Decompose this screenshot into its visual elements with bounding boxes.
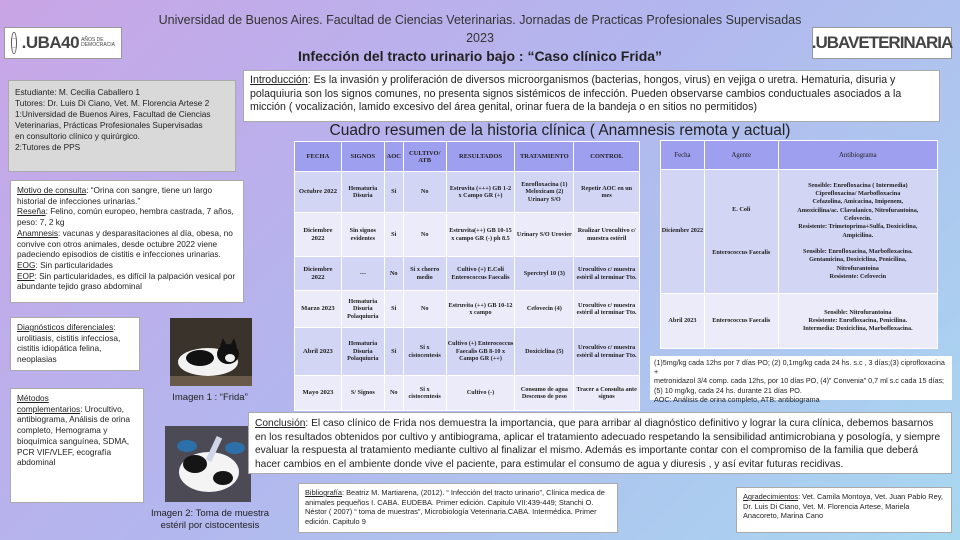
- acknowledgements-label: Agradecimientos: [743, 492, 799, 501]
- antibiogram-table: [660, 140, 938, 349]
- cell-control: Realizar Urocultivo c/ muestra estéril: [574, 213, 640, 257]
- image2-caption-line1: Imagen 2: Toma de muestra: [150, 508, 270, 519]
- antibiogram-line: Ciprofloxacina/ Marbofloxacina: [815, 190, 901, 198]
- cell-control: Urocultivo c/ muestra estéril al terminar Tto.: [574, 291, 640, 328]
- uba-seal-icon: [11, 32, 17, 54]
- introduction-box: [243, 70, 940, 122]
- table-row: [661, 170, 938, 294]
- cell-fecha: Mayo 2023: [295, 376, 342, 411]
- antibiogram-line: Intermedia: Doxiciclina, Marbofloxacina.: [802, 325, 913, 333]
- methods-text: : Urocultivo, antibiograma, Análisis de orina completo, Hemograma y bioquímica sanguínea, SDMA, PCR VIF/VLEF, ecografía abdominal: [17, 403, 130, 468]
- image2-caption-line2: estéril por cistocentesis: [160, 520, 260, 531]
- eop-label: EOP: [17, 270, 35, 281]
- table-row: [295, 213, 640, 257]
- anamnesis-label: Anamnesis: [17, 227, 59, 238]
- col-header-cultivo: CULTIVO/ ATB: [403, 142, 446, 172]
- cell-resultados: Estruvita(++) GB 10-15 x campo GR (-) ph 8.5: [446, 213, 515, 257]
- cell-antibiograma: [778, 294, 937, 349]
- cell-control: Repetir AOC en un mes: [574, 172, 640, 213]
- motivo-text: : “Orina con sangre, tiene un largo historial de infecciones urinarias.”: [17, 185, 213, 206]
- antibiogram-line: Nitrofurantoina: [836, 264, 879, 272]
- cell-agente: Enterococcus Faecalis: [704, 294, 778, 349]
- eog-text: : Sin particularidades: [35, 259, 113, 270]
- footnote-line: metronidazol 3/4 comp. cada 12hs, por 10 días PO, (4)” Convenia” 0,7 ml s.c cada 15 días;: [654, 376, 945, 386]
- uba40-brand: .UBA40: [21, 33, 80, 52]
- cell-tratamiento: Consumo de agua Descenso de peso: [515, 376, 574, 411]
- conclusion-box: [248, 412, 952, 474]
- cell-cultivo: Si x cistocentesis: [403, 328, 446, 376]
- table-row: [295, 328, 640, 376]
- cell-aoc: Si: [384, 291, 403, 328]
- agent-enterococcus: Enterococcus Faecalis: [712, 248, 771, 256]
- table-row: [295, 172, 640, 213]
- uba40-subtitle-2: DEMOCRACIA: [81, 42, 115, 48]
- methods-label-2: complementarios: [17, 403, 81, 414]
- conclusion-text: : El caso clínico de Frida nos demuestra la importancia, que para arribar al diagnóstico definitivo y lograr la cura clínica, debemos basarnos en los resultados obtenidos por cultivo y antibiograma, aplicar el tratamiento adecuado respetando la sensibilidad antimicrobiana y posología, y siempre evaluar la respuesta al tratamiento mediante cultivo al finalizar el mismo. Además es importante contar con el compromiso de la familia que deberá hacer cambios en el ambiente donde vive el paciente, para estimular el consumo de agua y diuresis , y así evitar futuras recidivas.: [255, 418, 941, 470]
- cell-tratamiento: Doxiciclina (5): [515, 328, 574, 376]
- antibiogram-line: Ampicilina.: [842, 231, 874, 239]
- uba40-logo: [4, 27, 122, 59]
- cell-fecha: Marzo 2023: [295, 291, 342, 328]
- table-row: [295, 291, 640, 328]
- col-header-control: CONTROL: [574, 142, 640, 172]
- conclusion-label: Conclusión: [255, 418, 306, 429]
- resena-text: : Felino, común europeo, hembra castrada, 7 años, peso: 7, 2 kg: [17, 206, 234, 228]
- col-header-aoc: AOC: [384, 142, 403, 172]
- antibiogram-header-row: [661, 141, 938, 170]
- footnote-line: (5) 10 mg/kg, cada 24 hs. durante 21 días PO.: [654, 385, 802, 395]
- cell-cultivo: Si x chorro medio: [403, 257, 446, 291]
- frida-cat-photo: [170, 318, 252, 386]
- cell-fecha: Diciembre 2022: [295, 257, 342, 291]
- antibiogram-line: Amoxicilina/ac. Clavulanico, Nitrofurantoina,: [797, 206, 919, 214]
- cell-aoc: No: [384, 257, 403, 291]
- antibiogram-line: Resistente: Trimetoprima+Sulfa, Doxiciclina,: [798, 223, 918, 231]
- cell-control: Urocultivo c/ muestra estéril al terminar Tto.: [574, 257, 640, 291]
- diagnosis-text: : urolitiasis, cistitis infecciosa, cistitis idiopática felina, neoplasias: [17, 322, 121, 365]
- consultation-box: [10, 180, 244, 303]
- col-header-resultados: RESULTADOS: [446, 142, 515, 172]
- antibiogram-spacer: [779, 240, 937, 248]
- col-header-signos: SIGNOS: [341, 142, 384, 172]
- cat-illustration: [170, 318, 252, 386]
- dosage-footnote: [650, 356, 952, 404]
- cell-resultados: Cultivo (-): [446, 376, 515, 411]
- cell-cultivo: No: [403, 172, 446, 213]
- antibiogram-line: Gentamicina, Doxiciclina, Penicilina,: [809, 256, 907, 264]
- introduction-label: Introducción: [250, 74, 308, 86]
- introduction-text: : Es la invasión y proliferación de diversos microorganismos (bacterias, hongos, virus) en vejiga o uretra. Hematuria, disuria y polaquiuria son los signos comunes, no presenta signos sistémicos de infección. Pueden observarse cambios conductuales asociados a la micción ( vocalización, lamido excesivo del área genital, orinar fuera de la bandeja o en sitios no permitidos): [250, 74, 902, 114]
- bibliography-label: Bibliografía: [305, 488, 342, 497]
- cell-signos: Sin signos evidentes: [341, 213, 384, 257]
- col-header-fecha: FECHA: [295, 142, 342, 172]
- image2-caption: [145, 508, 275, 532]
- cell-tratamiento: Sperctryl 10 (3): [515, 257, 574, 291]
- bibliography-text: : Beatriz M. Martiarena, (2012). “ Infección del tracto urinario”, Clínica medica de animales pequeños I. CABA. EUDEBA. Primer edición. Capitulo VII:439-449; Stanchi O. Néstor ( 2007) “ toma de muestras”, Microbiología Veterinaria.CABA. Intermédica. Primer edición. Capitulo 9: [305, 488, 605, 526]
- complementary-methods-box: [10, 388, 144, 503]
- cystocentesis-photo: [165, 426, 251, 502]
- eog-label: EOG: [17, 259, 36, 270]
- cell-tratamiento: Enrofloxacina (1) Meloxicam (2) Urinary S/O: [515, 172, 574, 213]
- header-year: 2023: [466, 31, 494, 45]
- antibiogram-line: Sensible: Nitrofurantoina: [824, 308, 892, 316]
- cell-aoc: Si: [384, 172, 403, 213]
- col-header-agente: Agente: [704, 141, 778, 170]
- col-header-tratamiento: TRATAMIENTO: [515, 142, 574, 172]
- student-line: en consultorio clínico y quirúrgico.: [15, 131, 140, 141]
- cell-resultados: Cultivo (+) E.Coli Enterococcus Faecalis: [446, 257, 515, 291]
- antibiogram-line: Cefovecin.: [843, 215, 872, 223]
- uba-veterinaria-brand: .UBAVETERINARIA: [811, 33, 953, 52]
- acknowledgements-text: : Vet. Camila Montoya, Vet. Juan Pablo Rey, Dr. Luis Di Ciano, Vet. M. Florencia Artese, Mariela Anacoreto, Marina Cano: [743, 492, 943, 521]
- agent-ecoli: E. Coli: [732, 206, 751, 214]
- cell-fecha: Octubre 2022: [295, 172, 342, 213]
- col-header-antibiograma: Antibiograma: [778, 141, 937, 170]
- motivo-label: Motivo de consulta: [17, 185, 87, 195]
- cell-aoc: Si: [384, 328, 403, 376]
- diagnosis-label: Diagnósticos diferenciales: [17, 322, 114, 332]
- cell-signos: Hematuria Disuria Polaquiuria: [341, 328, 384, 376]
- uba40-subtitle: [81, 38, 115, 48]
- image1-caption: Imagen 1 : “Frida”: [172, 392, 248, 403]
- differential-diagnosis-box: [10, 317, 140, 371]
- student-line: 2:Tutores de PPS: [15, 142, 81, 152]
- bibliography-box: [298, 483, 618, 533]
- antibiogram-line: Sensible: Enrofloxacina, Marbofloxacina.: [803, 247, 913, 255]
- footnote-line: (1)5mg/kg cada 12hs por 7 días PO; (2) 0,1mg/kg cada 24 hs. s.c , 3 días;(3) ciprofloxacina +: [654, 358, 945, 377]
- table-row: [295, 257, 640, 291]
- cell-signos: S/ Signos: [341, 376, 384, 411]
- cell-control: Tracer a Consulta ante signos: [574, 376, 640, 411]
- cell-signos: Hematuria Disuria: [341, 172, 384, 213]
- antibiogram-line: Cefazolina, Amicacina, Imipenem,: [812, 198, 904, 206]
- header-line-1: Universidad de Buenos Aires. Facultad de Ciencias Veterinarias. Jornadas de Practicas Profesionales Supervisadas: [158, 13, 802, 27]
- uba40-subtitle-1: AÑOS DE: [81, 37, 104, 43]
- cell-resultados: Cultivo (+) Enterococcus Faecalis GB 8-10 x Campo GR (++): [446, 328, 515, 376]
- cell-antibiograma: [778, 170, 937, 294]
- cell-cultivo: No: [403, 291, 446, 328]
- eop-text: : Sin particularidades, es difícil la palpación vesical por abundante tejido graso abdominal: [17, 270, 236, 292]
- table-row: [661, 294, 938, 349]
- cell-control: Urocultivo c/ muestra estéril al terminar Tto.: [574, 328, 640, 376]
- table-row: [295, 376, 640, 411]
- cell-signos: Hematuria Disuria Polaquiuria: [341, 291, 384, 328]
- footnote-line: AOC: Análisis de orina completo, ATB: antibiograma: [654, 394, 820, 404]
- uba-veterinaria-logo: [812, 27, 952, 59]
- student-line: Estudiante: M. Cecilia Caballero 1: [15, 87, 140, 97]
- cell-resultados: Estruvita (++) GB 10-12 x campo: [446, 291, 515, 328]
- cell-tratamiento: Urinary S/O Urovier: [515, 213, 574, 257]
- antibiogram-line: Sensible: Enrofloxacina ( Intermedia): [808, 181, 908, 189]
- cell-fecha: Abril 2023: [295, 328, 342, 376]
- cell-fecha: Diciembre 2022: [661, 170, 705, 294]
- cell-agente: [704, 170, 778, 294]
- cell-aoc: No: [384, 376, 403, 411]
- cystocentesis-illustration: [165, 426, 251, 502]
- student-info-box: [8, 80, 236, 172]
- antibiogram-line: Resistente: Cefovecin: [829, 272, 887, 280]
- col-header-fecha: Fecha: [661, 141, 705, 170]
- cell-resultados: Estruvita (+++) GB 1-2 x Campo GR (+): [446, 172, 515, 213]
- resena-label: Reseña: [17, 206, 46, 217]
- cell-aoc: Si: [384, 213, 403, 257]
- cell-signos: ---: [341, 257, 384, 291]
- cell-fecha: Abril 2023: [661, 294, 705, 349]
- history-header-row: [295, 142, 640, 172]
- methods-label-1: Métodos: [17, 393, 49, 403]
- antibiogram-line: Resistente: Enrofloxacina, Penicilina.: [808, 316, 908, 324]
- cell-tratamiento: Cefovecin (4): [515, 291, 574, 328]
- cell-fecha: Diciembre 2022: [295, 213, 342, 257]
- poster-title: Infección del tracto urinario bajo : “Caso clínico Frida”: [297, 48, 663, 64]
- acknowledgements-box: [736, 487, 952, 533]
- clinical-history-table: [294, 141, 640, 411]
- cell-cultivo: No: [403, 213, 446, 257]
- student-line: 1:Universidad de Buenos Aires, Facultad de Ciencias: [15, 109, 211, 119]
- student-line: Tutores: Dr. Luis Di Ciano, Vet. M. Florencia Artese 2: [15, 98, 210, 108]
- cell-cultivo: Si x cistocentesis: [403, 376, 446, 411]
- anamnesis-text: : vacunas y desparasitaciones al día, obesa, no convive con otros animales, desde octubre 2022 viene padeciendo episodios de cistitis e infecciones urinarias.: [17, 227, 233, 260]
- history-table-title: Cuadro resumen de la historia clínica ( Anamnesis remota y actual): [329, 122, 791, 139]
- student-line: Veterinarias, Prácticas Profesionales Supervisadas: [15, 120, 203, 130]
